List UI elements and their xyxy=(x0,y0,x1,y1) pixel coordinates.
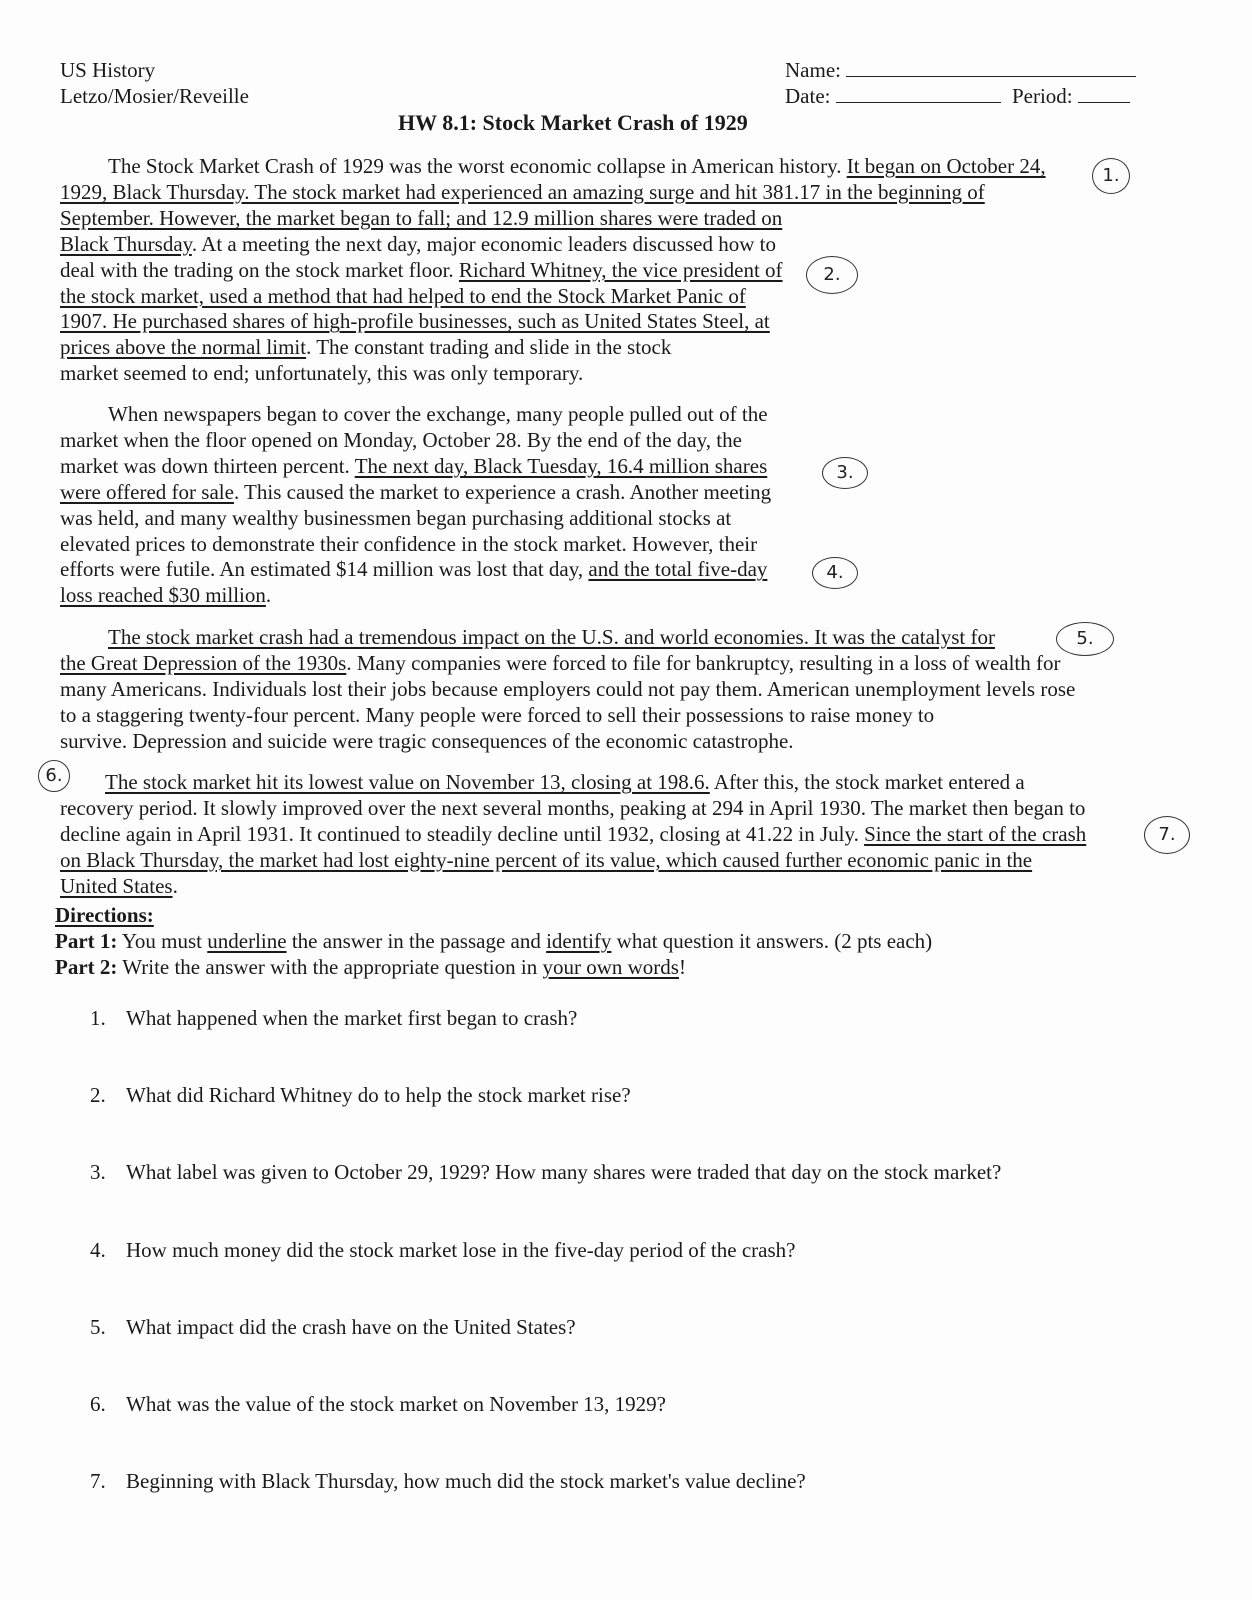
period-label: Period: xyxy=(1011,84,1073,108)
directions-part1 xyxy=(55,929,932,954)
question-text: What impact did the crash have on the United States? xyxy=(126,1314,576,1339)
part2-own-words: your own words xyxy=(542,955,679,979)
passage-line xyxy=(60,848,1032,872)
passage-line xyxy=(60,874,178,898)
passage-line xyxy=(60,258,783,282)
question-item xyxy=(90,1083,631,1108)
underlined-answer-text: were offered for sale xyxy=(60,479,234,504)
passage-line xyxy=(60,284,746,308)
question-number: 3. xyxy=(90,1160,106,1185)
passage-line xyxy=(108,402,768,426)
underlined-answer-text: Richard Whitney, the vice president of xyxy=(458,257,783,282)
part2-label: Part 2: xyxy=(55,955,118,979)
question-item xyxy=(90,1469,806,1494)
passage-text: deal with the trading on the stock market floor. xyxy=(60,257,459,282)
question-number: 5. xyxy=(90,1314,106,1339)
question-text: What did Richard Whitney do to help the stock market rise? xyxy=(126,1083,631,1108)
passage-text: . At a meeting the next day, major economic leaders discussed how to xyxy=(191,231,776,256)
passage-text: to a staggering twenty-four percent. Many people were forced to sell their possessions to raise money to xyxy=(60,702,935,727)
passage-text: many Americans. Individuals lost their jobs because employers could not pay them. American unemployment levels rose xyxy=(60,676,1076,701)
passage-text: The Stock Market Crash of 1929 was the worst economic collapse in American history. xyxy=(108,154,847,178)
teacher-names: Letzo/Mosier/Reveille xyxy=(60,84,249,108)
underlined-answer-text: The stock market crash had a tremendous impact on the U.S. and world economies. It was the catalyst for xyxy=(108,625,995,649)
name-label: Name: xyxy=(785,58,841,82)
underlined-answer-text: Black Thursday xyxy=(60,231,192,256)
underlined-answer-text: The next day, Black Tuesday, 16.4 million shares xyxy=(354,453,768,478)
date-label: Date: xyxy=(785,84,831,108)
question-item xyxy=(90,1315,576,1340)
passage-line xyxy=(60,822,1086,846)
underlined-answer-text: the stock market, used a method that had helped to end the Stock Market Panic of xyxy=(60,283,746,308)
passage-line xyxy=(60,361,583,385)
name-blank xyxy=(846,58,1136,77)
date-blank xyxy=(836,84,1001,103)
circled-number-annotation: 2. xyxy=(806,256,858,294)
question-item xyxy=(90,1006,577,1031)
passage-text: . xyxy=(172,873,178,898)
passage-line xyxy=(60,206,782,230)
passage-line xyxy=(60,651,1061,675)
part2-text-b: ! xyxy=(678,955,686,979)
passage-text: When newspapers began to cover the exchange, many people pulled out of the xyxy=(108,402,768,426)
underlined-answer-text: It began on October 24, xyxy=(846,154,1046,178)
question-item xyxy=(90,1238,795,1263)
passage-text: market seemed to end; unfortunately, this was only temporary. xyxy=(60,361,584,386)
underlined-answer-text: United States xyxy=(60,873,173,898)
passage-line xyxy=(108,154,1046,178)
passage-text: elevated prices to demonstrate their confidence in the stock market. However, their xyxy=(60,531,758,556)
passage-text: efforts were futile. An estimated $14 million was lost that day, xyxy=(60,557,589,582)
circled-number-annotation: 4. xyxy=(812,557,858,589)
period-blank xyxy=(1078,84,1130,103)
page-title: HW 8.1: Stock Market Crash of 1929 xyxy=(398,110,748,135)
underlined-answer-text: prices above the normal limit xyxy=(60,335,307,360)
passage-text: decline again in April 1931. It continued to steadily decline until 1932, closing at 41.22 in July. xyxy=(60,821,865,846)
question-text: What label was given to October 29, 1929? How many shares were traded that day on the stock market? xyxy=(126,1160,1002,1185)
passage-line xyxy=(60,428,742,452)
part1-label: Part 1: xyxy=(55,929,118,953)
date-period-field xyxy=(785,84,1130,109)
passage-line xyxy=(105,770,1025,794)
passage-line xyxy=(60,232,776,256)
underlined-answer-text: and the total five-day xyxy=(588,557,768,582)
underlined-answer-text: September. However, the market began to fall; and 12.9 million shares were traded on xyxy=(60,205,783,230)
passage-text: was held, and many wealthy businessmen began purchasing additional stocks at xyxy=(60,505,732,530)
part1-identify-word: identify xyxy=(546,929,612,953)
passage-line xyxy=(60,703,934,727)
part1-underline-word: underline xyxy=(207,929,287,953)
passage-line xyxy=(60,480,771,504)
passage-line xyxy=(60,557,767,581)
passage-text: . The constant trading and slide in the stock xyxy=(306,335,672,360)
circled-number-annotation: 5. xyxy=(1056,622,1114,656)
passage-line xyxy=(60,180,985,204)
passage-line xyxy=(60,506,731,530)
name-field xyxy=(785,58,1136,83)
underlined-answer-text: Since the start of the crash xyxy=(864,821,1087,846)
passage-text: After this, the stock market entered a xyxy=(709,770,1025,794)
part1-text-b: the answer in the passage and xyxy=(286,929,547,953)
passage-line xyxy=(60,796,1085,820)
underlined-answer-text: The stock market hit its lowest value on November 13, closing at 198.6. xyxy=(105,770,710,794)
underlined-answer-text: the Great Depression of the 1930s xyxy=(60,650,347,675)
directions-heading xyxy=(55,903,154,928)
passage-line xyxy=(60,335,671,359)
passage-line xyxy=(108,625,995,649)
question-item xyxy=(90,1392,666,1417)
directions-part2 xyxy=(55,955,686,980)
underlined-answer-text: 1907. He purchased shares of high-profile businesses, such as United States Steel, at xyxy=(60,309,770,334)
question-number: 4. xyxy=(90,1237,106,1262)
passage-text: survive. Depression and suicide were tragic consequences of the economic catastrophe. xyxy=(60,728,794,753)
part2-text-a: Write the answer with the appropriate question in xyxy=(117,955,543,979)
passage-line xyxy=(60,729,794,753)
course-name: US History xyxy=(60,58,156,82)
underlined-answer-text: 1929, Black Thursday. The stock market had experienced an amazing surge and hit 381.17 in the beginning of xyxy=(60,179,985,204)
passage-line xyxy=(60,583,271,607)
underlined-answer-text: on Black Thursday, the market had lost eighty-nine percent of its value, which caused further economic panic in the xyxy=(60,847,1033,872)
question-text: What was the value of the stock market on November 13, 1929? xyxy=(126,1392,667,1416)
question-number: 7. xyxy=(90,1469,106,1494)
question-text: How much money did the stock market lose in the five-day period of the crash? xyxy=(126,1237,796,1262)
passage-text: recovery period. It slowly improved over the next several months, peaking at 294 in April 1930. The market then began to xyxy=(60,795,1086,820)
part1-text-c: what question it answers. (2 pts each) xyxy=(611,929,933,953)
passage-text: . Many companies were forced to file for bankruptcy, resulting in a loss of wealth for xyxy=(346,650,1061,675)
circled-number-annotation: 6. xyxy=(38,760,70,792)
underlined-answer-text: loss reached $30 million xyxy=(60,583,266,608)
directions-heading-text: Directions: xyxy=(55,903,154,927)
question-text: What happened when the market first began to crash? xyxy=(126,1006,578,1030)
question-item xyxy=(90,1160,1001,1185)
question-text: Beginning with Black Thursday, how much did the stock market's value decline? xyxy=(126,1469,806,1494)
question-number: 2. xyxy=(90,1083,106,1108)
passage-line xyxy=(60,309,770,333)
question-number: 6. xyxy=(90,1392,106,1416)
passage-line xyxy=(60,454,767,478)
question-number: 1. xyxy=(90,1006,106,1030)
passage-line xyxy=(60,677,1075,701)
passage-text: . xyxy=(265,583,272,608)
passage-text: market was down thirteen percent. xyxy=(60,453,355,478)
circled-number-annotation: 3. xyxy=(822,457,868,489)
passage-text: . This caused the market to experience a crash. Another meeting xyxy=(233,479,772,504)
passage-text: market when the floor opened on Monday, October 28. By the end of the day, the xyxy=(60,427,742,452)
circled-number-annotation: 7. xyxy=(1144,816,1190,854)
circled-number-annotation: 1. xyxy=(1092,158,1130,194)
passage-line xyxy=(60,532,757,556)
part1-text-a: You must xyxy=(117,929,208,953)
